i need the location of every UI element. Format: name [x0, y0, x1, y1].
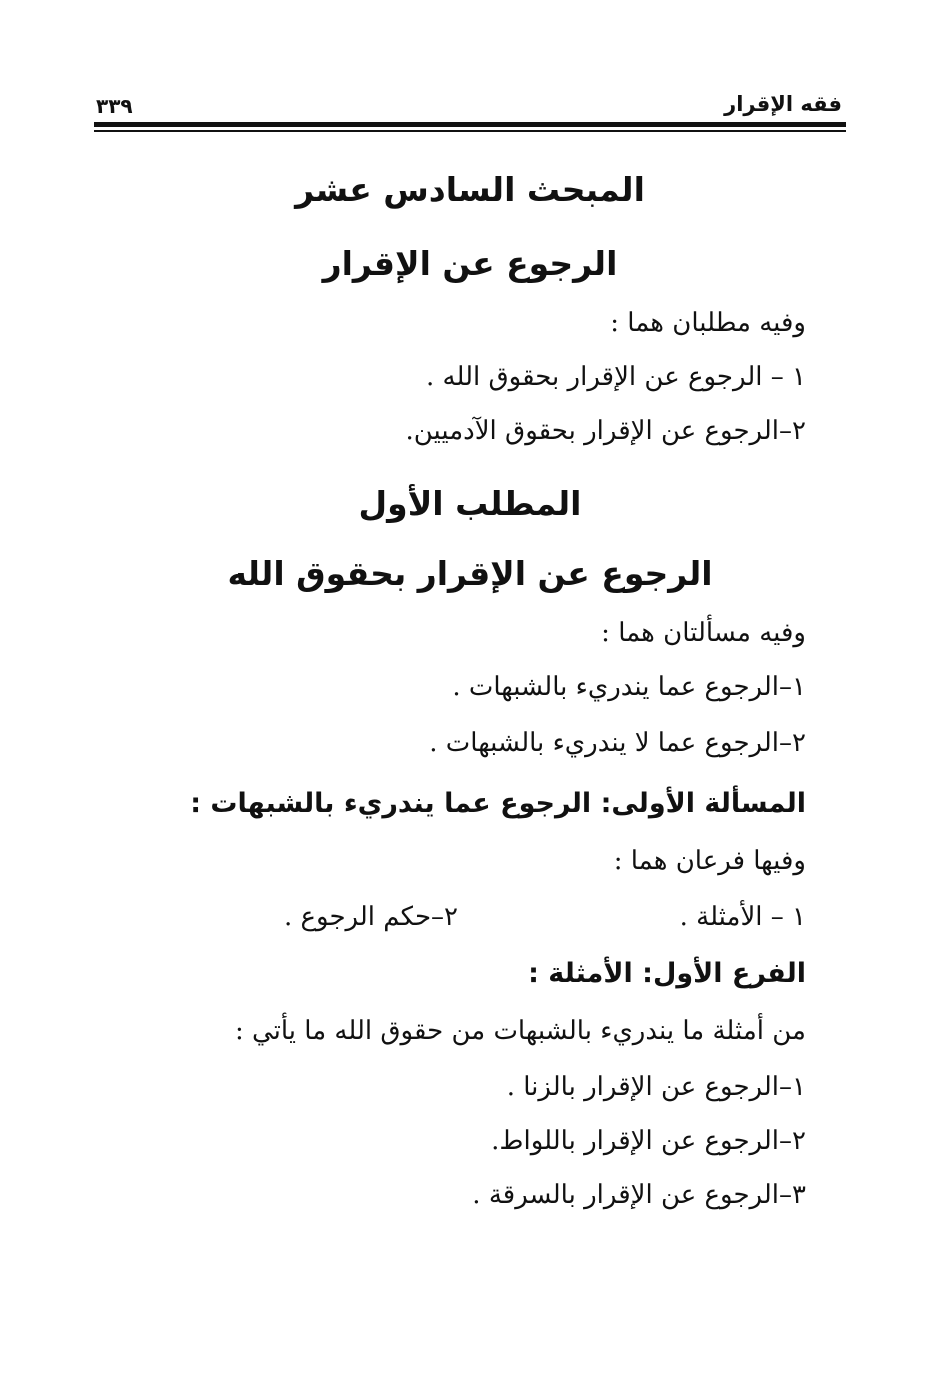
far-item-3: ٣–الرجوع عن الإقرار بالسرقة . — [472, 1180, 806, 1210]
far-heading: الفرع الأول: الأمثلة : — [528, 958, 806, 989]
page-number: ٣٣٩ — [96, 94, 133, 118]
far-item-1: ١–الرجوع عن الإقرار بالزنا . — [506, 1072, 806, 1102]
intro-item-1: ١ – الرجوع عن الإقرار بحقوق الله . — [426, 362, 806, 392]
masala-heading: المسألة الأولى: الرجوع عما يندريء بالشبهات : — [190, 788, 806, 819]
far-intro: من أمثلة ما يندريء بالشبهات من حقوق الله ما يأتي : — [234, 1016, 806, 1046]
matlab-subtitle: الرجوع عن الإقرار بحقوق الله — [227, 554, 713, 593]
header-rule-thick — [94, 122, 846, 127]
section-title: المبحث السادس عشر — [295, 170, 645, 209]
matlab-item-2: ٢–الرجوع عما لا يندريء بالشبهات . — [429, 728, 806, 758]
masala-item-2: ٢–حكم الرجوع . — [283, 902, 458, 932]
masala-intro: وفيها فرعان هما : — [613, 846, 806, 876]
matlab-item-1: ١–الرجوع عما يندريء بالشبهات . — [452, 672, 806, 702]
masala-item-1: ١ – الأمثلة . — [679, 902, 806, 932]
header-rule-thin — [94, 130, 846, 132]
intro-text: وفيه مطلبان هما : — [610, 308, 806, 338]
section-subtitle: الرجوع عن الإقرار — [322, 244, 618, 283]
running-header-title: فقه الإقرار — [724, 92, 842, 116]
intro-item-2: ٢–الرجوع عن الإقرار بحقوق الآدميين. — [405, 416, 806, 446]
matlab-intro: وفيه مسألتان هما : — [601, 618, 806, 648]
matlab-title: المطلب الأول — [358, 484, 582, 523]
far-item-2: ٢–الرجوع عن الإقرار باللواط. — [491, 1126, 806, 1156]
